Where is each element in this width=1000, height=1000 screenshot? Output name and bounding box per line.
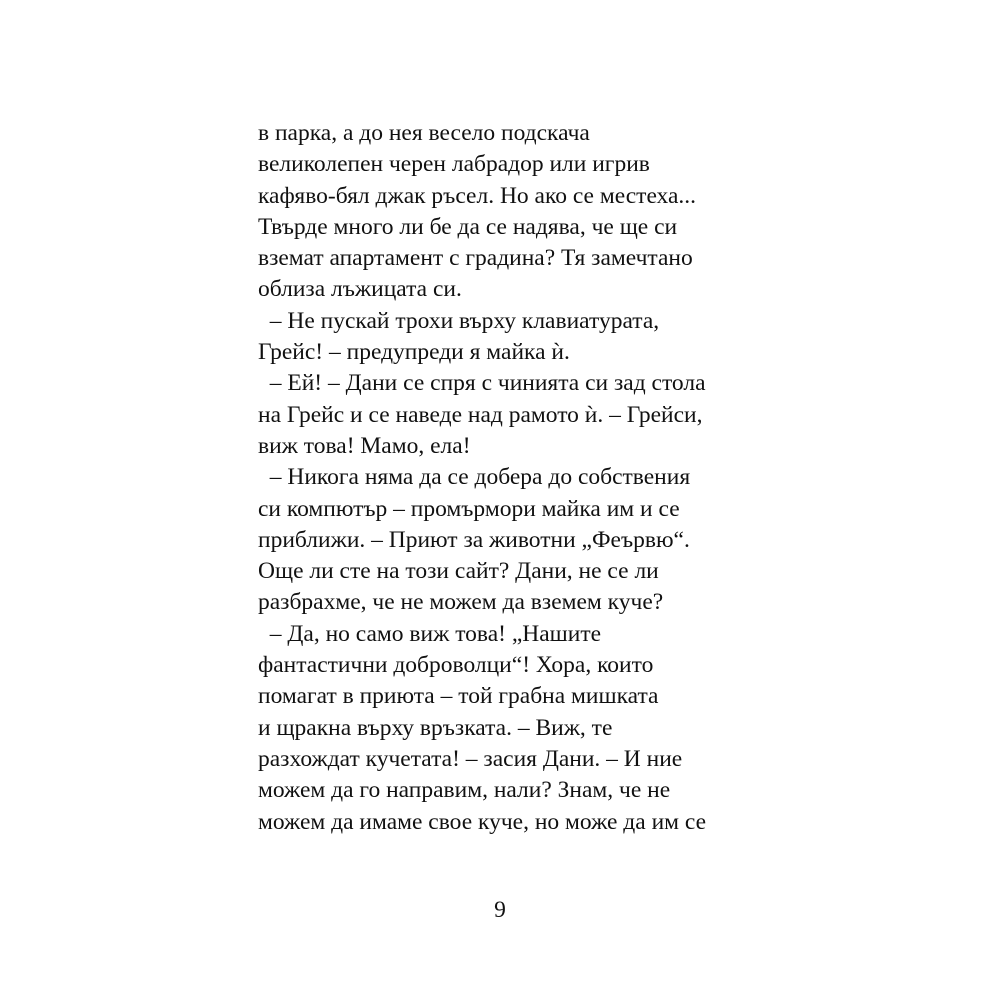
text-line: разхождат кучетата! – засия Дани. – И ние bbox=[258, 745, 683, 772]
text-line: виж това! Мамо, ела! bbox=[258, 432, 471, 459]
text-line: облиза лъжицата си. bbox=[258, 276, 462, 303]
text-line: можем да го направим, нали? Знам, че не bbox=[258, 777, 671, 804]
text-line: – Не пускай трохи върху клавиатурата, bbox=[258, 307, 660, 334]
text-line: Твърде много ли бе да се надява, че ще си bbox=[258, 213, 678, 240]
text-line: и щракна върху връзката. – Виж, те bbox=[258, 714, 613, 741]
text-line: вземат апартамент с градина? Тя замечтано bbox=[258, 245, 693, 272]
text-line: Грейс! – предупреди я майка ѝ. bbox=[258, 339, 570, 366]
text-line: разбрахме, че не можем да вземем куче? bbox=[258, 589, 664, 616]
text-line: кафяво-бял джак ръсел. Но ако се местеха... bbox=[258, 182, 697, 209]
body-text bbox=[258, 118, 728, 838]
text-line: – Да, но само виж това! „Нашите bbox=[258, 620, 602, 647]
text-line: можем да имаме свое куче, но може да им се bbox=[258, 808, 707, 835]
text-line: в парка, а до нея весело подскача bbox=[258, 120, 590, 146]
text-line: на Грейс и се наведе над рамото ѝ. – Грейси, bbox=[258, 401, 703, 428]
text-line: приближи. – Приют за животни „Феървю“. bbox=[258, 526, 690, 553]
text-line: фантастични доброволци“! Хора, които bbox=[258, 652, 654, 679]
text-line: великолепен черен лабрадор или игрив bbox=[258, 151, 650, 178]
text-line: – Ей! – Дани се спря с чинията си зад стола bbox=[258, 370, 706, 397]
text-line: помагат в приюта – той грабна мишката bbox=[258, 683, 659, 710]
text-line: Още ли сте на този сайт? Дани, не се ли bbox=[258, 558, 659, 585]
text-line: си компютър – промърмори майка им и се bbox=[258, 495, 680, 522]
text-line: – Никога няма да се добера до собствения bbox=[258, 464, 691, 491]
page-number: 9 bbox=[494, 897, 506, 923]
